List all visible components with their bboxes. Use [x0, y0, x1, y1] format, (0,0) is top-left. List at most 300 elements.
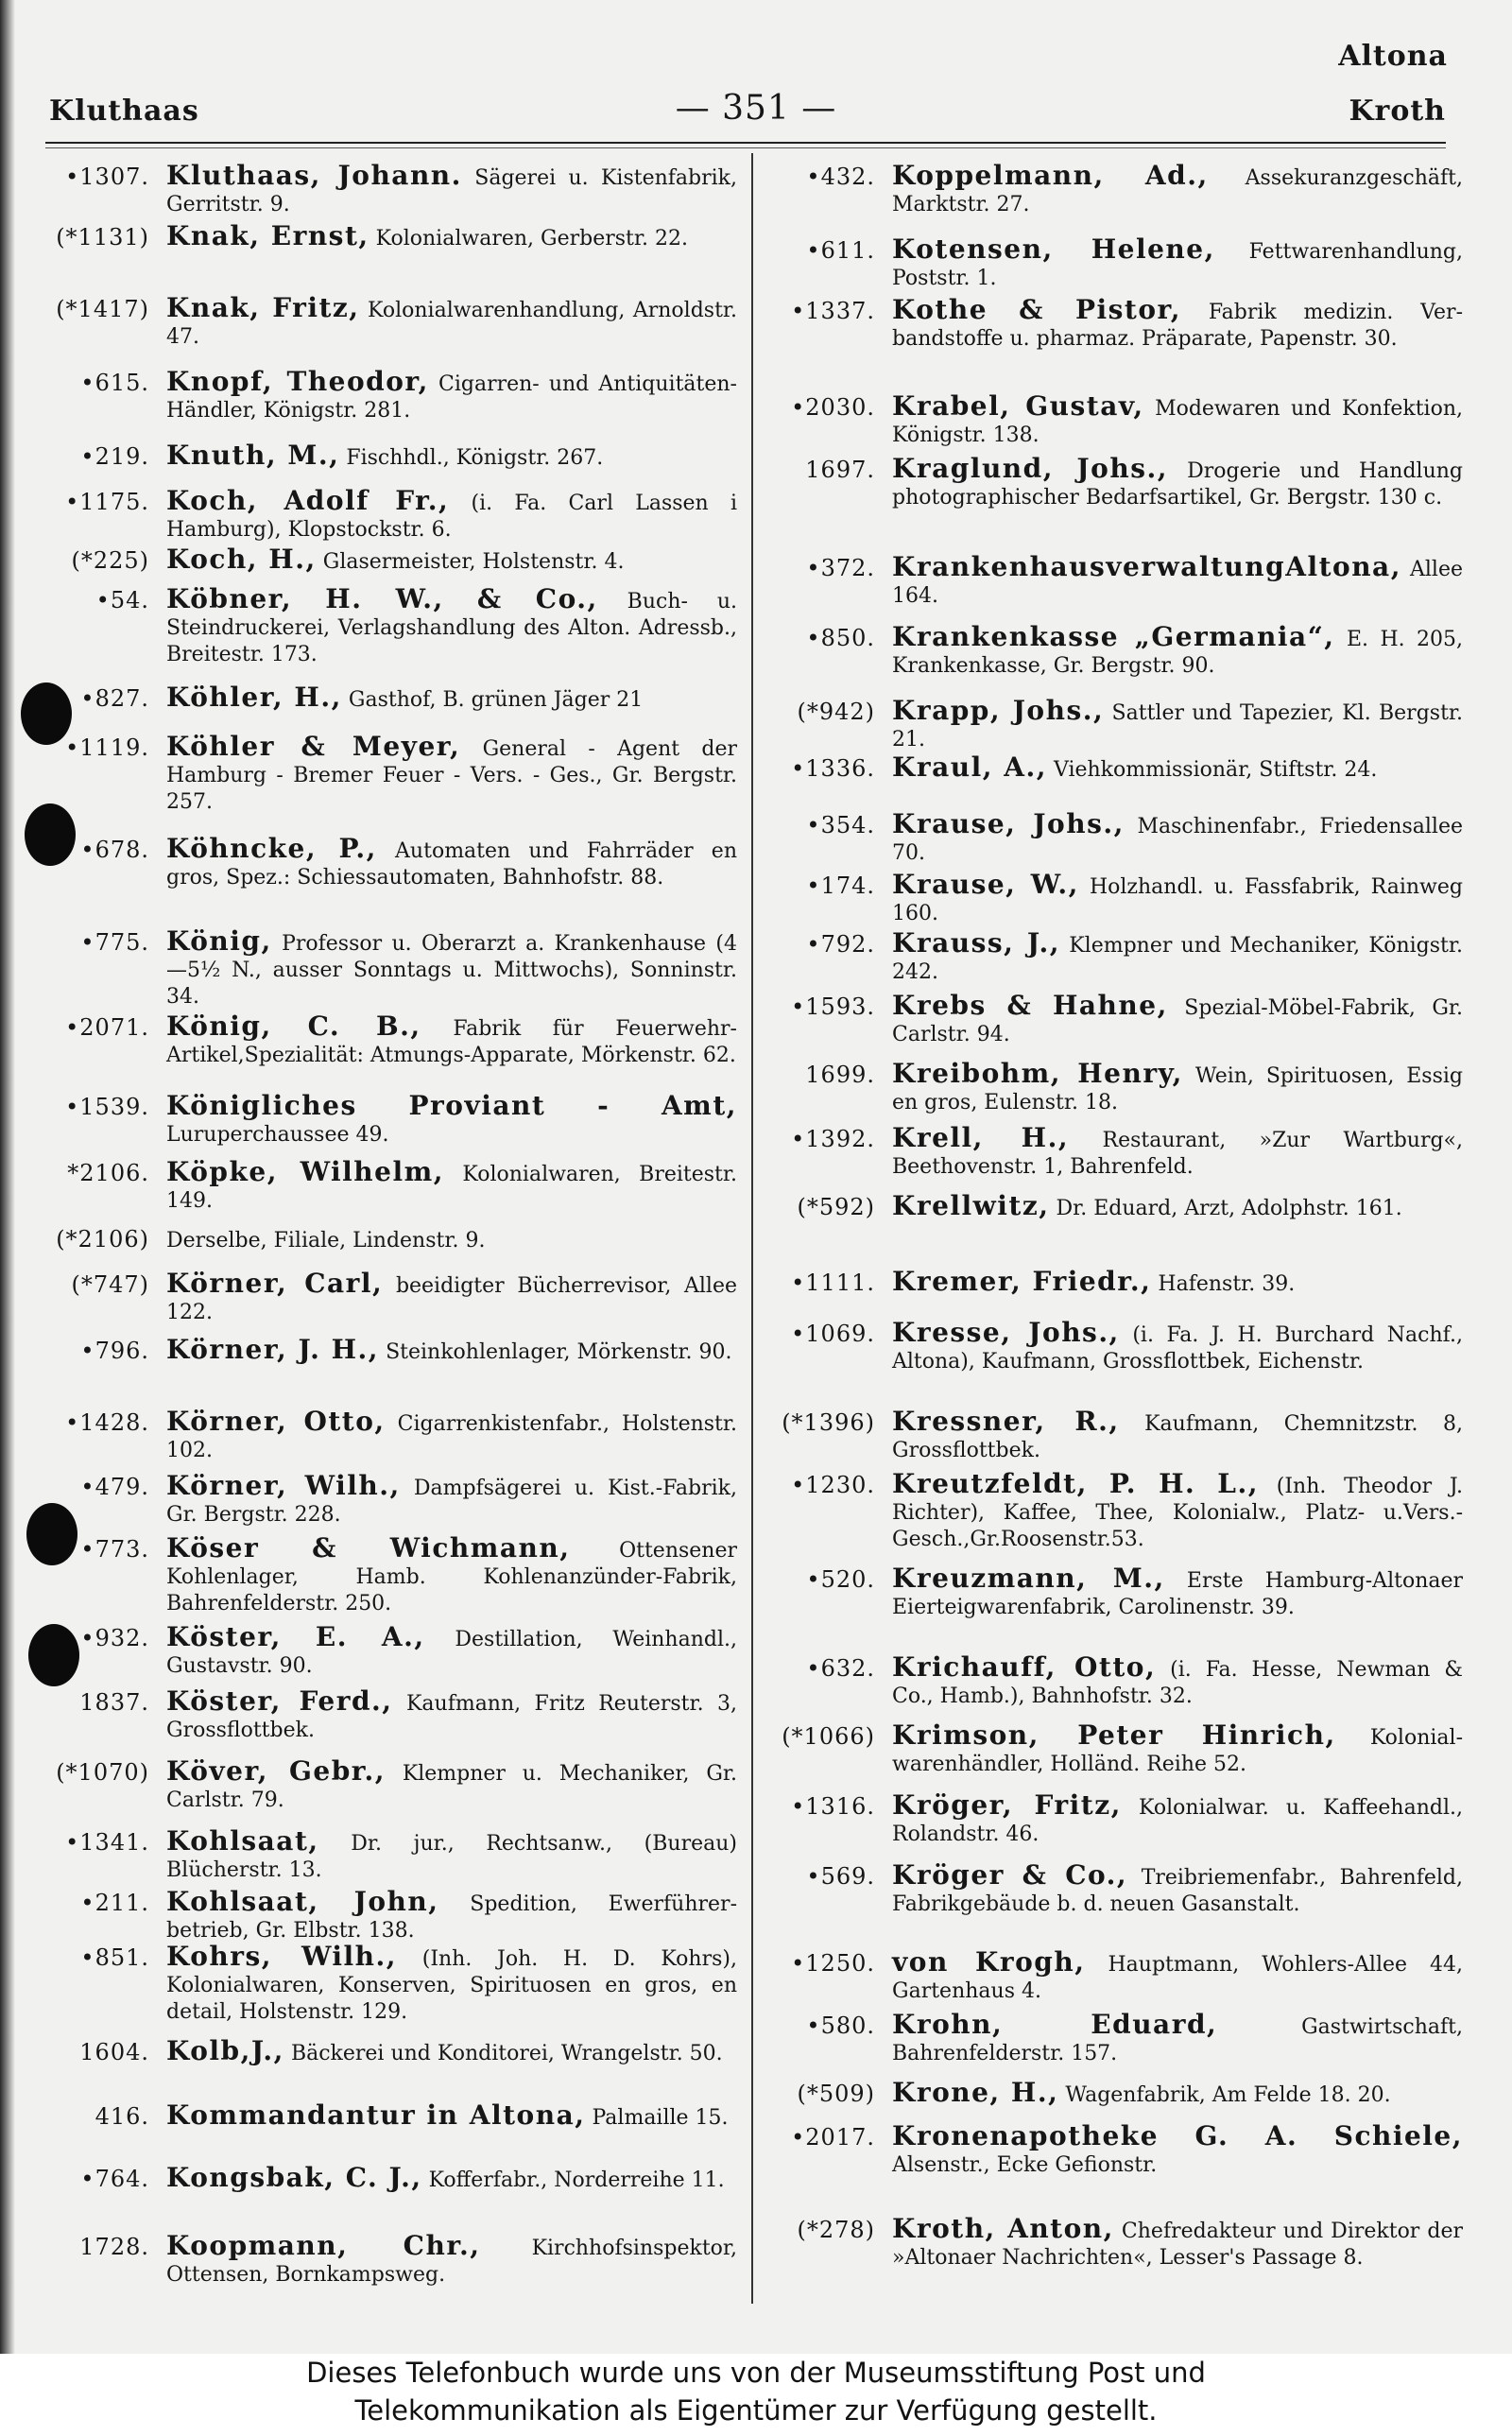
entry-body: [166, 1532, 737, 1617]
phone-number: *2106.: [67, 1160, 149, 1186]
entry-details: Spezial-Möbel-Fabrik, Gr. Carlstr. 94.: [892, 996, 1463, 1046]
entry-name: Koch, Adolf Fr.,: [166, 485, 450, 516]
directory-entry: [38, 1886, 737, 1944]
directory-entry: [38, 833, 737, 891]
entry-body: [166, 1225, 737, 1254]
entry-details: Luruperchaussee 49.: [166, 1123, 389, 1147]
directory-entry: [38, 2035, 737, 2067]
entry-name: Kraul, A.,: [892, 752, 1047, 783]
entry-body: [166, 684, 737, 714]
entry-body: [166, 1156, 737, 1215]
phone-number: (*942): [797, 699, 875, 725]
directory-entry: [764, 453, 1464, 511]
entry-body: [166, 833, 737, 891]
footer-line: Dieses Telefonbuch wurde uns von der Museumsstiftung Post und: [306, 2357, 1206, 2389]
phone-number: •796.: [80, 1338, 149, 1364]
entry-name: Kroth, Anton,: [892, 2213, 1114, 2244]
phone-number: •211.: [80, 1890, 149, 1916]
phone-number: (*278): [797, 2217, 875, 2243]
entry-body: [892, 754, 1463, 784]
entry-body: [166, 2035, 737, 2067]
phone-number: •611.: [806, 237, 875, 264]
entry-body: [166, 1270, 737, 1326]
phone-number: •174.: [806, 872, 875, 899]
directory-entry: [764, 1789, 1463, 1848]
entry-details: Sattler und Tapezier, Kl. Bergstr. 21.: [892, 701, 1463, 752]
phone-number: •1069.: [791, 1321, 875, 1347]
entry-name: Körner, Otto,: [166, 1406, 386, 1437]
phone-number: •1539.: [65, 1094, 149, 1120]
phone-number: •2030.: [791, 394, 875, 421]
entry-details: E. H. 205, Krankenkasse, Gr. Bergstr. 90.: [892, 628, 1464, 678]
entry-details: (i. Fa. Carl Lassen i Hamburg), Klopstockstr. 6.: [166, 492, 737, 542]
entry-details: Holzhandl. u. Fassfabrik, Rainweg 160.: [892, 875, 1463, 925]
entry-body: [892, 294, 1463, 353]
directory-entry: [38, 925, 737, 1011]
entry-body: [892, 869, 1463, 927]
entry-details: Klempner und Mechaniker, Königstr. 242.: [892, 934, 1463, 984]
phone-number: 416.: [94, 2103, 149, 2130]
phone-number: •354.: [806, 812, 875, 838]
entry-details: Cigarren- und Antiquitäten-Händler, Königstr. 281.: [166, 372, 737, 423]
directory-entry: [38, 546, 737, 576]
entry-body: [892, 1317, 1463, 1375]
phone-number: •932.: [80, 1625, 149, 1651]
entry-details: Wagenfabrik, Am Felde 18. 20.: [1065, 2083, 1391, 2107]
phone-number: •1337.: [791, 298, 875, 324]
entry-name: Köhler & Meyer,: [166, 731, 461, 762]
directory-entry: [764, 2077, 1463, 2109]
entry-body: [166, 220, 737, 252]
directory-entry: [764, 621, 1464, 680]
phone-number: •1316.: [791, 1793, 875, 1820]
directory-entry: [764, 1946, 1463, 2005]
phone-number: 1728.: [79, 2234, 149, 2260]
directory-entry: [38, 1013, 737, 1069]
entry-details: General - Agent der Hamburg - Bremer Feuer - Vers. - Ges., Gr. Bergstr. 257.: [166, 737, 738, 814]
entry-body: [892, 808, 1463, 867]
directory-entry: [38, 220, 737, 252]
phone-number: •850.: [806, 625, 875, 651]
entry-details: Bäckerei und Konditorei, Wrangelstr. 50.: [290, 2042, 723, 2065]
directory-entry: [764, 990, 1463, 1048]
entry-details: Derselbe, Filiale, Lindenstr. 9.: [166, 1229, 486, 1253]
entry-name: Koppelmann, Ad.,: [892, 160, 1209, 191]
directory-entry: [764, 1565, 1463, 1621]
entry-name: Kronenapotheke G. A. Schiele,: [892, 2120, 1463, 2151]
entry-name: Kröger & Co.,: [892, 1859, 1128, 1891]
entry-name: Krause, W.,: [892, 869, 1079, 900]
entry-name: Körner, Wilh.,: [166, 1470, 401, 1501]
entry-name: Köser & Wichmann,: [166, 1532, 571, 1564]
phone-number: (*1396): [782, 1409, 875, 1436]
punch-hole-mark: [26, 1503, 77, 1565]
entry-details: Dampfsägerei u. Kist.-Fabrik, Gr. Bergstr. 228.: [166, 1477, 737, 1527]
phone-number: •1428.: [65, 1409, 149, 1436]
phone-number: •580.: [806, 2013, 875, 2039]
entry-details: Fabrik medizin. Verbandstoffe u. pharmaz. Präparate, Papenstr. 30.: [892, 301, 1463, 351]
entry-details: Hauptmann, Wohlers-Allee 44, Gartenhaus 4.: [892, 1953, 1463, 2003]
directory-entry: [38, 2162, 737, 2194]
entry-name: Krohn, Eduard,: [892, 2009, 1218, 2040]
entry-details: (Inh. Joh. H. D. Kohrs), Kolonialwaren, Konserven, Spirituosen en gros, en detail, Holstenstr. 129.: [166, 1947, 737, 2024]
column-divider: [751, 153, 753, 2304]
entry-body: [892, 990, 1463, 1048]
directory-entry: [764, 1408, 1463, 1464]
directory-entry: [764, 1651, 1463, 1710]
entry-name: Kresse, Johs.,: [892, 1317, 1120, 1348]
entry-details: Kolonialwar. u. Kaffeehandl., Rolandstr. 46.: [892, 1796, 1463, 1846]
entry-details: Professor u. Oberarzt a. Krankenhause (4—5½ N., ausser Sonntags u. Mittwochs), Sonninstr. 34.: [166, 932, 737, 1009]
entry-body: [166, 546, 737, 576]
punch-hole-mark: [25, 803, 76, 866]
directory-entry: [764, 1190, 1463, 1222]
phone-number: 1837.: [79, 1689, 149, 1716]
phone-number: •54.: [95, 587, 149, 613]
entry-name: Köver, Gebr.,: [166, 1755, 386, 1787]
entry-details: beeidigter Bücherrevisor, Allee 122.: [166, 1274, 737, 1324]
entry-body: [892, 1058, 1463, 1116]
entry-name: Köster, Ferd.,: [166, 1685, 393, 1717]
phone-number: •432.: [806, 164, 875, 190]
phone-number: (*1066): [782, 1723, 875, 1750]
phone-number: •851.: [80, 1944, 149, 1971]
entry-details: Kaufmann, Chemnitzstr. 8, Grossflottbek.: [892, 1412, 1463, 1462]
entry-body: [892, 1408, 1463, 1464]
entry-body: [892, 1789, 1463, 1848]
place-heading: Altona: [1338, 40, 1448, 73]
entry-body: [166, 1755, 737, 1814]
entry-details: Glasermeister, Holstenstr. 4.: [322, 550, 625, 574]
phone-number: (*1070): [56, 1759, 149, 1786]
directory-entry: [764, 869, 1463, 927]
phone-number: (*592): [797, 1194, 875, 1220]
entry-name: Kröger, Fritz,: [892, 1789, 1122, 1821]
entry-details: Gasthof, B. grünen Jäger 21: [348, 688, 644, 712]
directory-entry: [38, 442, 737, 472]
entry-name: Kolb,J.,: [166, 2035, 284, 2066]
entry-body: [166, 160, 737, 218]
entry-body: [166, 1621, 737, 1680]
entry-body: [166, 292, 737, 351]
entry-name: Kongsbak, C. J.,: [166, 2162, 422, 2193]
entry-details: Modewaren und Konfektion, Königstr. 138.: [892, 397, 1463, 447]
entry-name: Köster, E. A.,: [166, 1621, 425, 1652]
entry-details: Alsenstr., Ecke Gefionstr.: [892, 2153, 1158, 2177]
phone-number: •792.: [806, 931, 875, 958]
entry-details: Palmaille 15.: [592, 2106, 729, 2130]
entry-body: [892, 551, 1463, 610]
entry-body: [166, 2099, 737, 2132]
entry-name: König,: [166, 925, 272, 957]
phone-number: •520.: [806, 1566, 875, 1593]
directory-entry: [38, 1825, 737, 1884]
entry-body: [166, 1408, 737, 1464]
entry-name: Krone, H.,: [892, 2077, 1059, 2108]
directory-entry: [38, 1621, 737, 1680]
directory-entry: [764, 927, 1463, 986]
directory-entry: [38, 1090, 737, 1149]
phone-number: (*509): [797, 2081, 875, 2107]
entry-details: Buch- u. Steindruckerei, Verlagshandlung des Alton. Adressb., Breitestr. 173.: [166, 590, 737, 666]
entry-name: Krichauff, Otto,: [892, 1651, 1157, 1683]
header-rule: [45, 142, 1446, 144]
running-head-left: Kluthaas: [49, 95, 199, 128]
entry-name: Kressner, R.,: [892, 1406, 1120, 1437]
directory-entry: [38, 2230, 738, 2289]
entry-body: [892, 453, 1464, 511]
footer-notice: [0, 2354, 1512, 2436]
entry-body: [892, 2120, 1463, 2179]
entry-body: [892, 1190, 1463, 1222]
punch-hole-mark: [21, 682, 72, 745]
entry-body: [892, 927, 1463, 986]
entry-body: [892, 1468, 1463, 1553]
entry-details: Kolonialwaren, Breitestr. 149.: [166, 1163, 737, 1213]
entry-name: von Krogh,: [892, 1946, 1086, 1978]
directory-entry: [764, 1468, 1463, 1553]
entry-details: Gastwirtschaft, Bahrenfelderstr. 157.: [892, 2015, 1463, 2065]
entry-name: Kothe & Pistor,: [892, 294, 1181, 325]
entry-name: Knak, Fritz,: [166, 292, 360, 323]
entry-body: [892, 2009, 1463, 2067]
phone-number: 1699.: [805, 1062, 875, 1088]
entry-name: Körner, Carl,: [166, 1268, 384, 1299]
running-head-right: Kroth: [1349, 95, 1446, 128]
entry-details: Dr. jur., Rechtsanw., (Bureau) Blücherstr. 13.: [166, 1832, 737, 1882]
directory-entry: [764, 1122, 1463, 1181]
entry-name: KrankenhausverwaltungAltona,: [892, 551, 1401, 582]
directory-entry: [764, 1266, 1463, 1298]
entry-details: Steinkohlenlager, Mörkenstr. 90.: [386, 1340, 732, 1364]
entry-details: (i. Fa. Hesse, Newman & Co., Hamb.), Bahnhofstr. 32.: [892, 1658, 1463, 1708]
phone-number: 1604.: [79, 2039, 149, 2065]
entry-details: (Inh. Theodor J. Richter), Kaffee, Thee, Kolonialw., Platz- u.Vers.-Gesch.,Gr.Roosenstr.53.: [892, 1475, 1463, 1551]
phone-number: •1250.: [791, 1950, 875, 1977]
entry-body: [166, 925, 737, 1011]
entry-details: Fettwarenhandlung, Poststr. 1.: [892, 240, 1464, 290]
entry-body: [892, 1122, 1463, 1181]
entry-name: Königliches Proviant - Amt,: [166, 1090, 737, 1121]
directory-entry: [764, 2213, 1463, 2272]
entry-name: Kohlsaat, John,: [166, 1886, 439, 1917]
directory-entry: [764, 2120, 1463, 2179]
phone-number: •632.: [806, 1655, 875, 1682]
directory-entry: [38, 1755, 737, 1814]
directory-entry: [38, 684, 737, 714]
directory-entry: [38, 1225, 737, 1254]
directory-entry: [764, 1317, 1463, 1375]
entry-name: Köhncke, P.,: [166, 833, 377, 864]
directory-entry: [38, 1532, 737, 1617]
directory-entry: [38, 2099, 737, 2132]
entry-body: [166, 2162, 737, 2194]
directory-entry: [764, 233, 1464, 292]
entry-details: Spedition, Ewerführerbetrieb, Gr. Elbstr. 138.: [166, 1892, 737, 1943]
phone-number: •1230.: [791, 1472, 875, 1498]
entry-body: [892, 233, 1464, 292]
entry-body: [166, 1941, 737, 2026]
directory-entry: [764, 695, 1463, 753]
entry-name: Kreutzfeldt, P. H. L.,: [892, 1468, 1259, 1499]
entry-details: Kirchhofsinspektor, Ottensen, Bornkampsweg.: [166, 2237, 738, 2287]
entry-details: Restaurant, »Zur Wartburg«, Beethovenstr. 1, Bahrenfeld.: [892, 1129, 1463, 1179]
directory-entry: [764, 754, 1463, 784]
entry-name: Krankenkasse „Germania“,: [892, 621, 1335, 652]
entry-body: [892, 1651, 1463, 1710]
entry-name: Köbner, H. W., & Co.,: [166, 583, 598, 614]
entry-body: [892, 2213, 1463, 2272]
phone-number: •773.: [80, 1536, 149, 1563]
phone-number: (*2106): [56, 1226, 149, 1253]
entry-body: [892, 1859, 1463, 1918]
page-edge-shadow: [0, 0, 15, 2354]
entry-details: Dr. Eduard, Arzt, Adolphstr. 161.: [1056, 1197, 1402, 1220]
entry-name: Krauss, J.,: [892, 927, 1060, 959]
entry-name: Kohlsaat,: [166, 1825, 319, 1857]
directory-entry: [38, 583, 737, 668]
entry-body: [892, 621, 1464, 680]
entry-name: Koopmann, Chr.,: [166, 2230, 481, 2261]
entry-name: Kraglund, Johs.,: [892, 453, 1168, 484]
directory-entry: [38, 1156, 737, 1215]
entry-details: Fabrik für Feuerwehr-Artikel,Spezialität: Atmungs-Apparate, Mörkenstr. 62.: [166, 1017, 737, 1067]
entry-details: Cigarrenkistenfabr., Holstenstr. 102.: [166, 1412, 737, 1462]
phone-number: •1336.: [791, 755, 875, 782]
entry-details: Treibriemenfabr., Bahrenfeld, Fabrikgebäude b. d. neuen Gasanstalt.: [892, 1866, 1463, 1916]
entry-details: Ottensener Kohlenlager, Hamb. Kohlenanzünder-Fabrik, Bahrenfelderstr. 250.: [166, 1539, 737, 1615]
entry-details: Allee 164.: [892, 558, 1463, 608]
header-rule-thin: [45, 147, 1446, 148]
phone-number: •2071.: [65, 1014, 149, 1041]
directory-entry: [38, 1334, 737, 1366]
entry-body: [166, 485, 737, 544]
directory-entry: [764, 2009, 1463, 2067]
entry-details: Kolonialwarenhändler, Holländ. Reihe 52.: [892, 1726, 1463, 1776]
entry-body: [166, 1090, 737, 1149]
entry-body: [166, 731, 738, 816]
entry-name: Krapp, Johs.,: [892, 695, 1105, 726]
entry-body: [166, 1886, 737, 1944]
phone-number: (*1131): [56, 224, 149, 251]
entry-body: [892, 390, 1463, 449]
entry-body: [166, 1013, 737, 1069]
entry-name: Krebs & Hahne,: [892, 990, 1168, 1021]
entry-name: Koch, H.,: [166, 544, 317, 575]
entry-details: Drogerie und Handlung photographischer Bedarfsartikel, Gr. Bergstr. 130 c.: [892, 459, 1464, 510]
entry-details: Kolonialwaren, Gerberstr. 22.: [375, 227, 688, 251]
entry-details: Sägerei u. Kistenfabrik, Gerritstr. 9.: [166, 166, 737, 216]
entry-body: [166, 1334, 737, 1366]
entry-name: Kommandantur in Altona,: [166, 2099, 586, 2131]
entry-details: Hafenstr. 39.: [1158, 1272, 1296, 1296]
entry-details: Klempner u. Mechaniker, Gr. Carlstr. 79.: [166, 1762, 737, 1812]
phone-number: (*225): [71, 547, 149, 574]
punch-hole-mark: [28, 1624, 79, 1686]
phone-number: •1119.: [65, 734, 149, 761]
directory-entry: [764, 1719, 1463, 1778]
phone-number: •775.: [80, 929, 149, 956]
directory-entry: [38, 160, 737, 218]
directory-entry: [764, 808, 1463, 867]
entry-details: Kaufmann, Fritz Reuterstr. 3, Grossflottbek.: [166, 1692, 737, 1742]
directory-entry: [38, 1941, 737, 2026]
entry-body: [892, 160, 1463, 218]
entry-details: Maschinenfabr., Friedensallee 70.: [892, 815, 1463, 865]
entry-details: Chefredakteur und Direktor der »Altonaer Nachrichten«, Lesser's Passage 8.: [892, 2220, 1463, 2270]
directory-entry: [764, 1859, 1463, 1918]
entry-name: Krause, Johs.,: [892, 808, 1125, 839]
entry-body: [166, 2230, 738, 2289]
phone-number: •764.: [80, 2166, 149, 2192]
phone-number: •678.: [80, 837, 149, 863]
phone-number: •1307.: [65, 164, 149, 190]
entry-details: Destillation, Weinhandl., Gustavstr. 90.: [166, 1628, 737, 1678]
entry-name: Köpke, Wilhelm,: [166, 1156, 444, 1187]
entry-body: [166, 1685, 737, 1744]
phone-number: 1697.: [805, 457, 875, 483]
entry-body: [892, 2077, 1463, 2109]
entry-name: Krimson, Peter Hinrich,: [892, 1719, 1336, 1751]
entry-body: [166, 366, 737, 424]
entry-details: Fischhdl., Königstr. 267.: [346, 446, 604, 470]
phone-number: •219.: [80, 443, 149, 470]
phone-number: •479.: [80, 1474, 149, 1500]
footer-line: Telekommunikation als Eigentümer zur Verfügung gestellt.: [354, 2394, 1158, 2427]
phone-number: •372.: [806, 555, 875, 581]
entry-name: Köhler, H.,: [166, 682, 342, 713]
entry-name: Knak, Ernst,: [166, 220, 369, 251]
entry-name: König, C. B.,: [166, 1011, 421, 1042]
entry-name: Kohrs, Wilh.,: [166, 1941, 398, 1972]
page-number: — 351 —: [675, 89, 837, 128]
entry-details: Kofferfabr., Norderreihe 11.: [428, 2168, 725, 2192]
directory-entry: [38, 1470, 737, 1529]
directory-entry: [764, 551, 1463, 610]
directory-entry: [764, 390, 1463, 449]
phone-number: •1593.: [791, 993, 875, 1020]
entry-name: Kotensen, Helene,: [892, 233, 1215, 265]
entry-name: Kreuzmann, M.,: [892, 1563, 1165, 1594]
phone-number: •569.: [806, 1863, 875, 1890]
directory-entry: [764, 1058, 1463, 1116]
entry-body: [892, 695, 1463, 753]
entry-name: Kluthaas, Johann.: [166, 160, 462, 191]
entry-name: Krell, H.,: [892, 1122, 1070, 1153]
entry-name: Krabel, Gustav,: [892, 390, 1144, 422]
directory-entry: [38, 292, 737, 351]
directory-entry: [38, 366, 737, 424]
phone-number: •2017.: [791, 2124, 875, 2151]
entry-body: [166, 442, 737, 472]
phone-number: •1111.: [791, 1270, 875, 1296]
entry-body: [892, 1719, 1463, 1778]
entry-body: [166, 1825, 737, 1884]
directory-entry: [38, 731, 738, 816]
directory-entry: [38, 1685, 737, 1744]
entry-body: [892, 1266, 1463, 1298]
entry-body: [892, 1946, 1463, 2005]
directory-entry: [764, 160, 1463, 218]
entry-body: [892, 1565, 1463, 1621]
entry-name: Knopf, Theodor,: [166, 366, 429, 397]
directory-entry: [764, 294, 1463, 353]
entry-name: Kremer, Friedr.,: [892, 1266, 1152, 1297]
phone-number: •1341.: [65, 1829, 149, 1856]
entry-details: Automaten und Fahrräder en gros, Spez.: Schiessautomaten, Bahnhofstr. 88.: [166, 839, 737, 890]
entry-details: Wein, Spirituosen, Essig en gros, Eulenstr. 18.: [892, 1064, 1463, 1114]
phone-number: •615.: [80, 370, 149, 396]
